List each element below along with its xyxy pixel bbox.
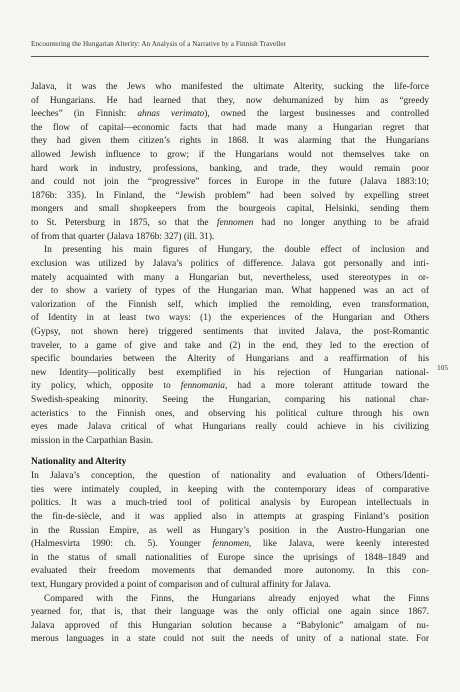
text-line: Compared with the Finns, the Hungarians already enjoyed what the Finns (44, 593, 429, 604)
text-line: der to show a variety of types of the Hungarian man. What happened was an act of (31, 286, 429, 297)
text-line: in the status of small nationalities of Europe since the uprisings of 1848–1849 and (31, 552, 429, 563)
text-line: mission in the Carpathian Basin. (31, 435, 154, 446)
text-line: of Identity in at least two ways: (1) the experiences of the Hungarian and Others (31, 313, 429, 324)
text-line: (Halmesvirta 1990: ch. 5). Younger fennomen, like Jalava, were keenly interested (31, 539, 429, 550)
text-line: acteristics to the Finnish ones, and observing his political culture through his own (31, 408, 429, 419)
running-head: Encountering the Hungarian Alterity: An Analysis of a Narrative by a Finnish Traveller (31, 40, 287, 48)
text-line: In presenting his main figures of Hungary, the double effect of inclusion and (44, 245, 429, 256)
section-heading: Nationality and Alterity (31, 457, 127, 468)
text-line: valorization of the Finnish self, which implied the remolding, even transformation, (31, 299, 429, 310)
text-line: 1876b: 335). In Finland, the “Jewish problem” had been solved by expelling street (31, 190, 429, 201)
body-text (31, 81, 429, 647)
paragraph-4 (31, 593, 429, 647)
text-line: yearned for, that is, that their language was the only official one again since 1867. (31, 607, 429, 618)
paragraph-2 (31, 244, 429, 448)
text-line: mongers and small shopkeepers from the bourgeois capital, Helsinki, sending them (31, 204, 429, 215)
text-line: hard work in industry, professions, banking, and trade, they would remain poor (31, 163, 429, 174)
text-line: of from that quarter (Jalava 1876b: 327) (ill. 31). (31, 231, 215, 242)
text-line: In Jalava’s conception, the question of nationality and evaluation of Others/Identi- (31, 471, 429, 482)
text-line: specific boundaries between the Alterity of Hungarians and a reaffirmation of his (31, 354, 429, 365)
text-line: mately acquainted with many a Hungarian but, nevertheless, used stereotypes in or- (31, 272, 429, 283)
text-line: new Identity—politically best exemplified in his rejection of Hungarian national- (31, 367, 429, 378)
text-line: in the Russian Empire, as well as Hungary’s position in the Austro-Hungarian one (31, 525, 429, 536)
text-line: politics. It was a much-tried tool of political analysis by European intellectuals in (31, 498, 429, 509)
page-number: 105 (437, 363, 449, 372)
text-line: the fin-de-siècle, and it was applied also in attempts at grasping Finland’s position (31, 511, 429, 522)
text-line: exclusion was utilized by Jalava’s politics of difference. Jalava got personally and inti- (31, 258, 429, 269)
text-line: Jalava approved of this Hungarian solution because a “Babylonic” amalgam of nu- (31, 620, 429, 631)
text-line: eyes made Jalava critical of what Hungarians really could achieve in his civilizing (31, 422, 429, 433)
text-line: ties were intimately coupled, in keeping with the contemporary ideas of comparative (31, 484, 429, 495)
text-line: the flow of capital—economic facts that had made many a Hungarian regret that (31, 122, 429, 133)
text-line: to St. Petersburg in 1875, so that the fennomen had no longer anything to be afraid (31, 218, 429, 229)
text-line: allowed Jewish influence to grow; if the Hungarians would not themselves take on (31, 150, 429, 161)
text-line: traveler, to a game of give and take and (2) in the end, they led to the erection of (31, 340, 429, 351)
text-line: evaluated their freedom movements that demanded more autonomy. In this con- (31, 566, 429, 577)
text-line: they had given them citizen’s rights in 1868. It was alarming that the Hungarians (31, 136, 429, 147)
text-line: text, Hungary provided a point of comparison and of cultural affinity for Jalava. (31, 579, 331, 590)
paragraph-1 (31, 81, 429, 244)
text-line: merous languages in a state could not suit the needs of unity of a national state. For (31, 634, 429, 645)
text-line: Swedish-speaking minority. Seeing the Hungarian, comparing his national char- (31, 395, 429, 406)
text-line: Jalava, it was the Jews who manifested the ultimate Alterity, sucking the life-force (31, 82, 429, 92)
text-line: of Hungarians. He had learned that they, now dehumanized by him as “greedy (31, 95, 429, 106)
text-line: (Gypsy, not shown here) triggered sentiments that invited Jalava, the post-Romantic (31, 326, 429, 337)
text-line: and could not join the “progressive” forces in Europe in the future (Jalava 1883:10; (31, 177, 429, 188)
text-line: leeches” (in Finnish: ahnas verimato), owned the largest businesses and controlled (31, 109, 429, 120)
header-rule (31, 56, 429, 57)
paragraph-3 (31, 470, 429, 592)
text-line: ity policy, which, opposite to fennomania, had a more tolerant attitude toward the (31, 381, 429, 392)
